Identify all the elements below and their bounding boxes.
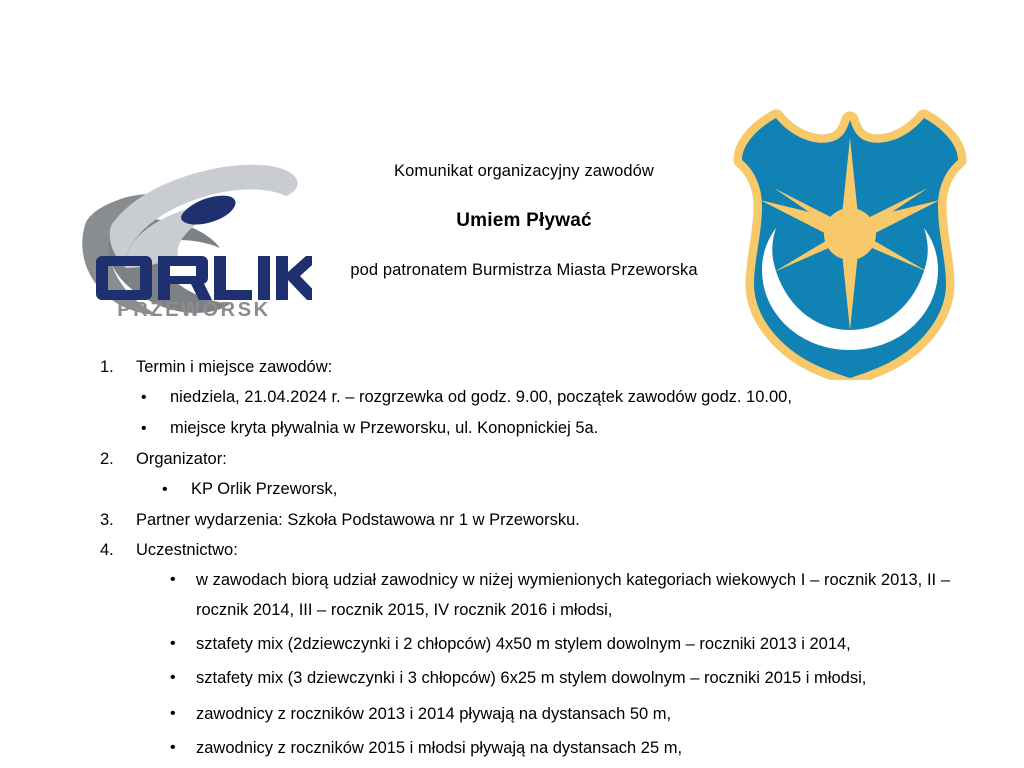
subtitle-announcement: Komunikat organizacyjny zawodów [394,162,654,180]
list-item [0,629,1024,659]
list-item-text: Partner wydarzenia: Szkoła Podstawowa nr 1 w Przeworsku. [136,511,580,529]
list-item [0,382,1024,413]
bullet-icon: • [170,705,176,722]
list-item [0,474,1024,505]
list-item [0,699,1024,729]
list-item [0,352,1024,382]
list-item [0,663,1024,693]
bullet-icon: • [162,481,168,498]
list-item [0,444,1024,474]
list-number: 2. [100,450,114,468]
patronage-line: pod patronatem Burmistrza Miasta Przeworska [350,261,698,279]
przeworsk-coat-of-arms [732,104,968,380]
document-header [0,0,1024,352]
list-item [0,565,1024,625]
list-number: 1. [100,358,114,376]
list-number: 3. [100,511,114,529]
list-item [0,505,1024,535]
bullet-text: w zawodach biorą udział zawodnicy w niżej wymienionych kategoriach wiekowych I – rocznik 2013, II – rocznik 2014, III – rocznik 2015, IV rocznik 2016 i młodsi, [196,571,950,619]
page-title: Umiem Pływać [456,210,592,231]
bullet-text: KP Orlik Przeworsk, [191,480,338,498]
bullet-icon: • [170,669,176,686]
bullet-text: niedziela, 21.04.2024 r. – rozgrzewka od godz. 9.00, początek zawodów godz. 10.00, [170,388,792,406]
list-item-text: Uczestnictwo: [136,541,238,559]
bullet-icon: • [170,739,176,756]
bullet-text: sztafety mix (2dziewczynki i 2 chłopców) 4x50 m stylem dowolnym – roczniki 2013 i 2014, [196,635,851,653]
orlik-eagle-logo [62,138,312,320]
bullet-icon: • [141,389,147,406]
bullet-icon: • [141,420,147,437]
bullet-icon: • [170,635,176,652]
list-item-text: Termin i miejsce zawodów: [136,358,333,376]
bullet-text: zawodnicy z roczników 2013 i 2014 pływają na dystansach 50 m, [196,705,672,723]
list-item-text: Organizator: [136,450,227,468]
list-item [0,733,1024,763]
list-item [0,413,1024,444]
list-item [0,535,1024,565]
bullet-text: miejsce kryta pływalnia w Przeworsku, ul. Konopnickiej 5a. [170,419,599,437]
header-titles [312,160,736,281]
list-number: 4. [100,541,114,559]
orlik-subtitle: PRZEWORSK [117,299,271,320]
bullet-icon: • [170,571,176,588]
announcement-body [0,352,1024,763]
bullet-text: sztafety mix (3 dziewczynki i 3 chłopców) 6x25 m stylem dowolnym – roczniki 2015 i młodsi, [196,669,867,687]
bullet-text: zawodnicy z roczników 2015 i młodsi pływają na dystansach 25 m, [196,739,683,757]
